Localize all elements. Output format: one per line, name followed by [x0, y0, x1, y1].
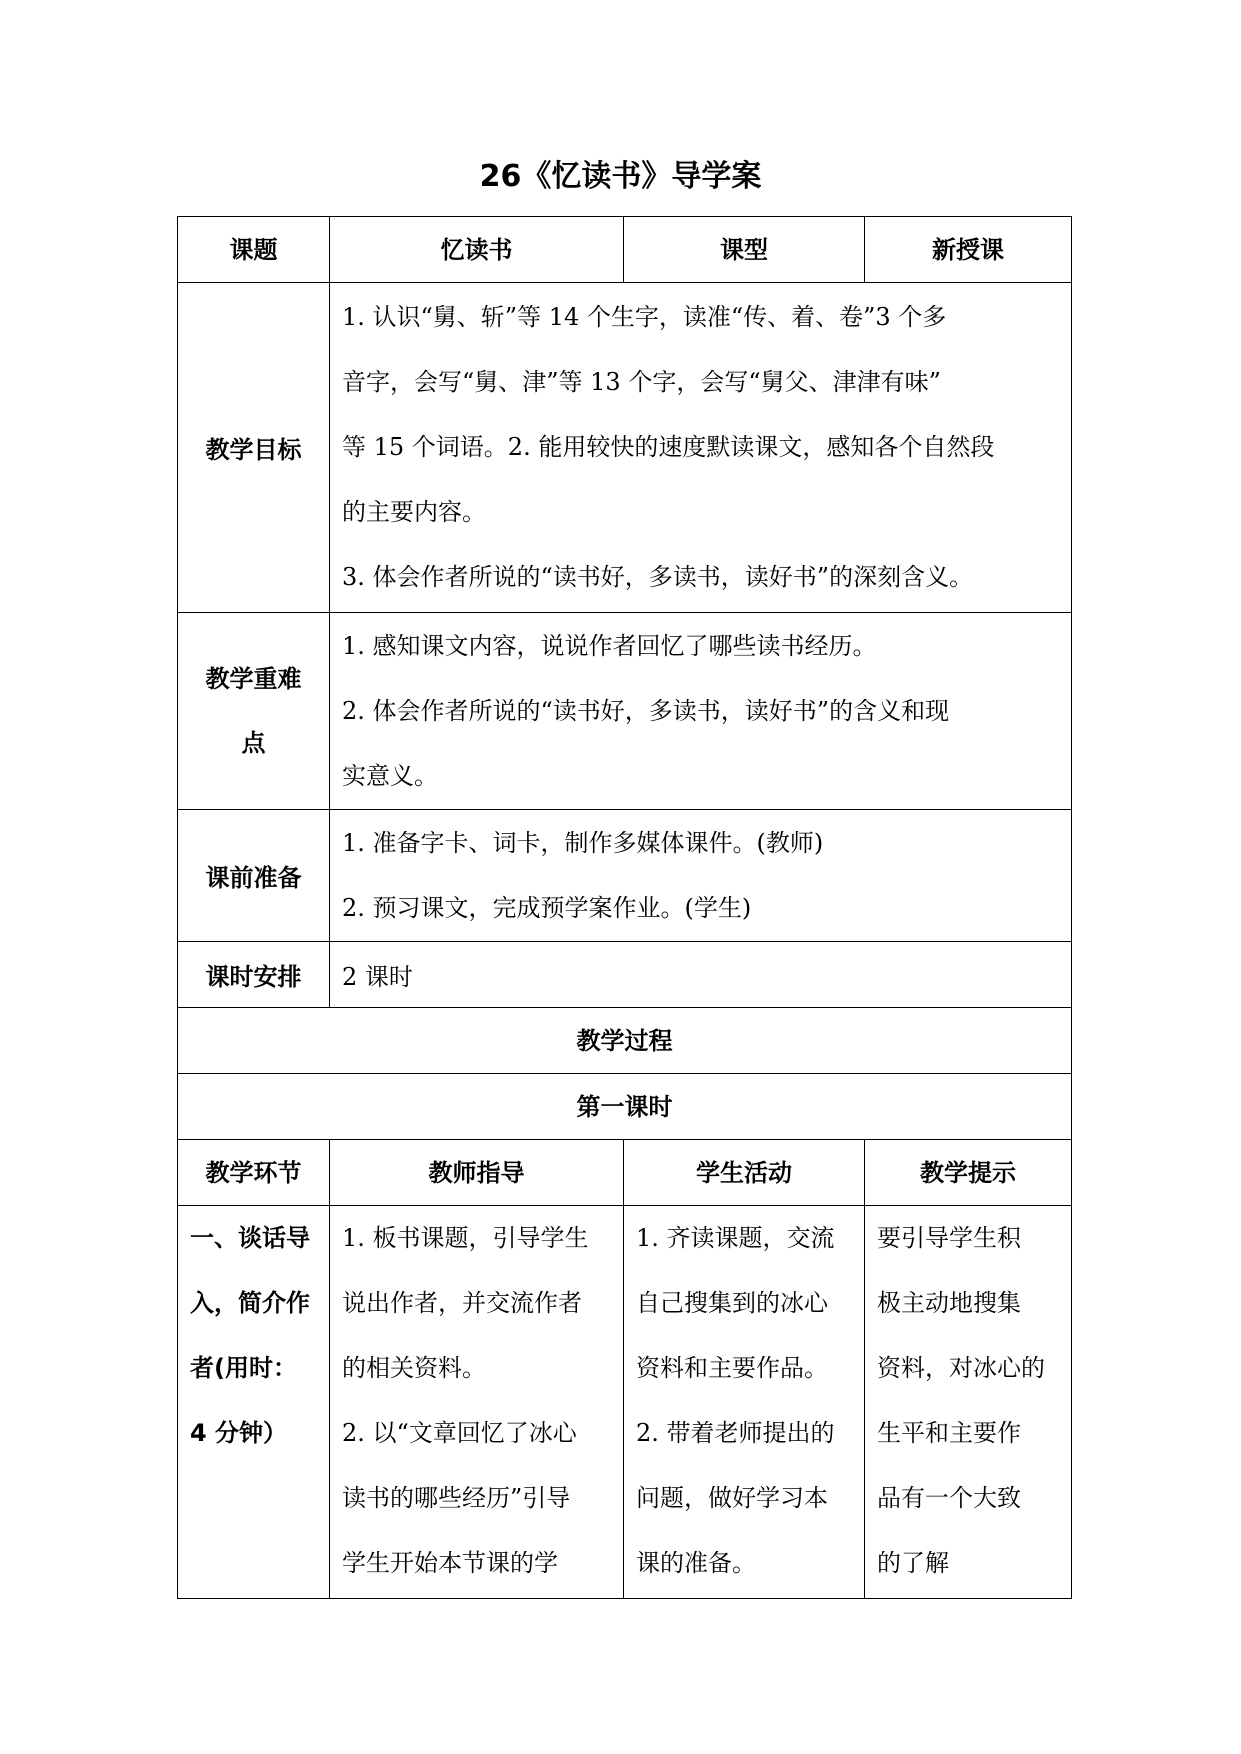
stage-1-hint-line: 要引导学生积 — [877, 1224, 1021, 1252]
stage-1-teacher-line: 学生开始本节课的学 — [342, 1549, 558, 1577]
column-stage: 教学环节 — [178, 1140, 330, 1206]
stage-1-name — [178, 1206, 330, 1599]
key-points-label-line: 教学重难 — [205, 665, 302, 693]
stage-1-name-line: 入，简介作 — [190, 1289, 310, 1317]
stage-1-teacher-line: 的相关资料。 — [342, 1354, 486, 1382]
goals-line: 等 15 个词语。2. 能用较快的速度默读课文，感知各个自然段 — [342, 433, 995, 461]
preparation-row — [178, 810, 1072, 942]
lesson-heading: 第一课时 — [178, 1074, 1072, 1140]
stage-1-name-line: 一、谈话导 — [190, 1224, 310, 1252]
stage-1-teacher-line: 说出作者，并交流作者 — [342, 1289, 582, 1317]
schedule-value: 2 课时 — [330, 942, 1072, 1008]
stage-1-student-line: 1. 齐读课题，交流 — [636, 1224, 835, 1252]
column-header-row — [178, 1140, 1072, 1206]
key-points-label — [178, 613, 330, 810]
type-value: 新授课 — [865, 217, 1072, 283]
header-row — [178, 217, 1072, 283]
key-points-line: 实意义。 — [342, 761, 438, 790]
process-heading-row — [178, 1008, 1072, 1074]
stage-1-hint-line: 极主动地搜集 — [877, 1289, 1021, 1317]
column-student: 学生活动 — [624, 1140, 865, 1206]
stage-1-teacher-line: 2. 以“文章回忆了冰心 — [342, 1419, 577, 1447]
column-hint: 教学提示 — [865, 1140, 1072, 1206]
goals-row — [178, 283, 1072, 613]
type-label: 课型 — [624, 217, 865, 283]
stage-1-student-line: 课的准备。 — [636, 1549, 756, 1577]
topic-label: 课题 — [178, 217, 330, 283]
goals-line: 音字，会写“舅、津”等 13 个字，会写“舅父、津津有味” — [342, 368, 941, 396]
goals-line: 1. 认识“舅、斩”等 14 个生字，读准“传、着、卷”3 个多 — [342, 303, 947, 331]
topic-value: 忆读书 — [330, 217, 624, 283]
preparation-content — [330, 810, 1072, 942]
stage-1-hint — [865, 1206, 1072, 1599]
schedule-row — [178, 942, 1072, 1008]
process-heading: 教学过程 — [178, 1008, 1072, 1074]
stage-1-hint-line: 品有一个大致 — [877, 1484, 1021, 1512]
goals-line: 的主要内容。 — [342, 498, 486, 526]
stage-1-hint-line: 资料，对冰心的 — [877, 1354, 1045, 1382]
lesson-plan-table — [177, 216, 1072, 1599]
column-teacher: 教师指导 — [330, 1140, 624, 1206]
key-points-line: 2. 体会作者所说的“读书好，多读书，读好书”的含义和现 — [342, 696, 950, 725]
key-points-label-line: 点 — [241, 729, 266, 757]
key-points-line: 1. 感知课文内容，说说作者回忆了哪些读书经历。 — [342, 631, 877, 660]
document-title: 26《忆读书》导学案 — [479, 159, 762, 194]
stage-1-hint-line: 生平和主要作 — [877, 1419, 1021, 1447]
schedule-label: 课时安排 — [178, 942, 330, 1008]
goals-content — [330, 283, 1072, 613]
stage-1-teacher-line: 读书的哪些经历”引导 — [342, 1484, 571, 1512]
preparation-line: 2. 预习课文，完成预学案作业。(学生) — [342, 893, 752, 922]
lesson-heading-row — [178, 1074, 1072, 1140]
stage-1-student-line: 问题，做好学习本 — [636, 1484, 828, 1512]
stage-1-name-line: 者(用时： — [190, 1354, 297, 1382]
stage-1-teacher — [330, 1206, 624, 1599]
key-points-content — [330, 613, 1072, 810]
preparation-label: 课前准备 — [178, 810, 330, 942]
stage-1-teacher-line: 1. 板书课题，引导学生 — [342, 1224, 589, 1252]
stage-1-student-line: 资料和主要作品。 — [636, 1354, 828, 1382]
key-points-row — [178, 613, 1072, 810]
stage-1-student-line: 2. 带着老师提出的 — [636, 1419, 835, 1447]
stage-1-name-line: 4 分钟） — [190, 1419, 288, 1447]
stage-1-row — [178, 1206, 1072, 1599]
stage-1-hint-line: 的了解 — [877, 1549, 949, 1577]
goals-label: 教学目标 — [178, 283, 330, 613]
stage-1-student-line: 自己搜集到的冰心 — [636, 1289, 828, 1317]
goals-line: 3. 体会作者所说的“读书好，多读书，读好书”的深刻含义。 — [342, 563, 974, 591]
stage-1-student — [624, 1206, 865, 1599]
preparation-line: 1. 准备字卡、词卡，制作多媒体课件。(教师) — [342, 828, 824, 857]
